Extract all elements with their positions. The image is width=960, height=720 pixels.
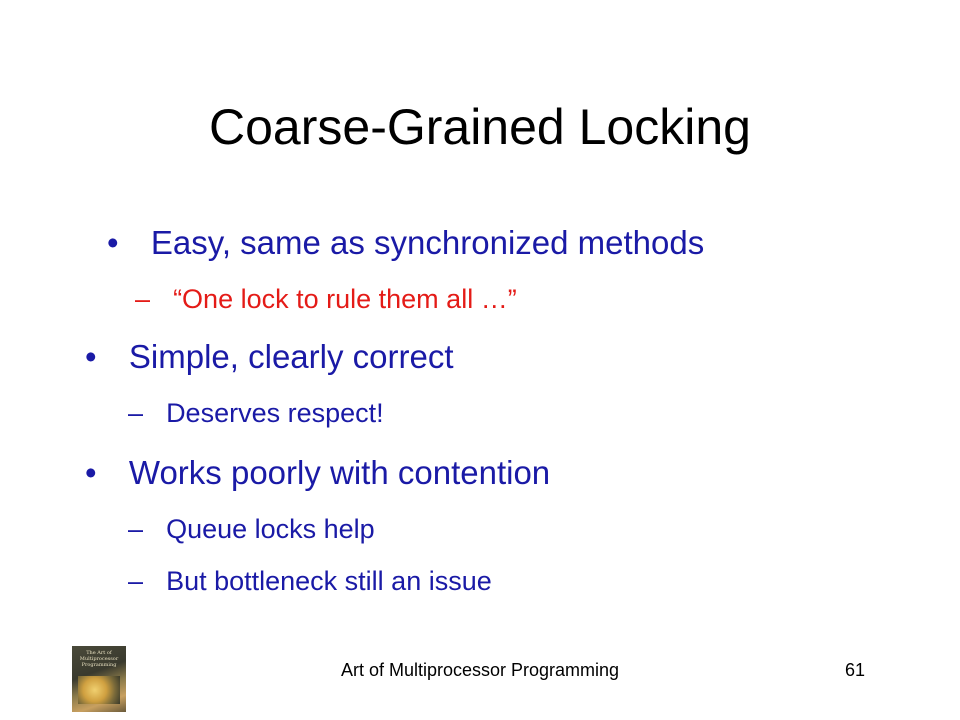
bullet-marker: • [107, 224, 119, 261]
bullet-text: Works poorly with contention [128, 454, 551, 491]
bullet-text: Simple, clearly correct [128, 338, 454, 375]
sub-bullet-text: Deserves respect! [166, 398, 384, 428]
footer-text: Art of Multiprocessor Programming [340, 660, 620, 680]
bullet-marker: • [85, 338, 97, 375]
sub-bullet-item [128, 516, 375, 543]
bullet-item [85, 340, 454, 373]
bullet-item [107, 226, 704, 259]
book-cover-title: The Art of Multiprocessor Programming [79, 650, 119, 668]
bullet-text: Easy, same as synchronized methods [150, 224, 705, 261]
sub-bullet-marker: – [128, 514, 144, 544]
sub-bullet-text: Queue locks help [166, 514, 375, 544]
bullet-marker: • [85, 454, 97, 491]
slide-title: Coarse-Grained Locking [209, 99, 751, 155]
sub-bullet-marker: – [135, 284, 151, 314]
bullet-item [85, 456, 550, 489]
sub-bullet-marker: – [128, 566, 144, 596]
sub-bullet-item [135, 286, 517, 313]
page-number: 61 [845, 660, 866, 680]
sub-bullet-item [128, 400, 384, 427]
sub-bullet-text: “One lock to rule them all …” [173, 284, 517, 314]
sub-bullet-text: But bottleneck still an issue [166, 566, 492, 596]
sub-bullet-marker: – [128, 398, 144, 428]
sub-bullet-item [128, 568, 492, 595]
